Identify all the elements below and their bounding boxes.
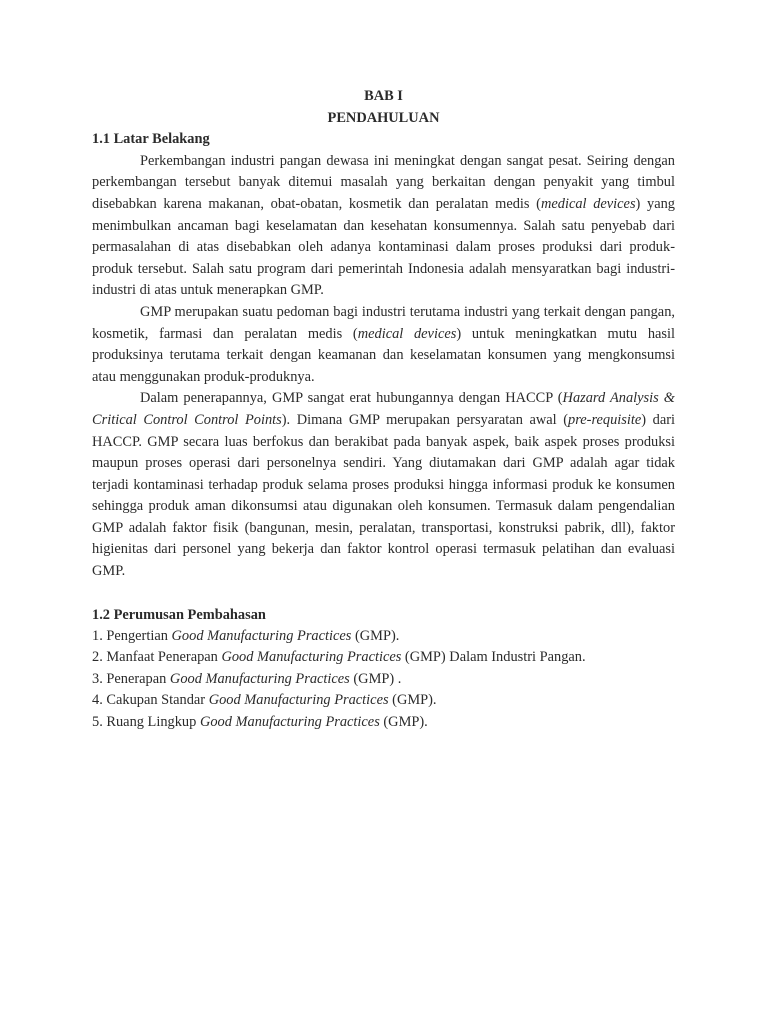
numbered-list xyxy=(92,626,675,733)
list-item xyxy=(92,626,675,647)
text-run: 2. Manfaat Penerapan xyxy=(92,649,222,666)
text-run: (GMP) . xyxy=(349,670,402,687)
text-run: 3. Penerapan xyxy=(92,670,170,687)
text-run: 5. Ruang Lingkup xyxy=(92,714,200,731)
chapter-title: PENDAHULUAN xyxy=(327,109,440,126)
text-run: GMP merupakan suatu pedoman bagi industri terutama industri yang terkait dengan pangan, kosmetik, farmasi dan peralatan medis ( xyxy=(92,303,675,342)
section-spacer xyxy=(92,583,675,605)
text-run: 4. Cakupan Standar xyxy=(92,692,209,709)
text-run: (GMP). xyxy=(379,714,428,731)
list-item xyxy=(92,712,675,734)
italic-text: Hazard Analysis & Critical Control Control Points xyxy=(92,390,675,428)
chapter-number: BAB I xyxy=(364,88,403,104)
paragraph xyxy=(92,151,675,302)
text-run: (GMP). xyxy=(351,628,400,645)
italic-text: Good Manufacturing Practices xyxy=(199,714,380,731)
italic-text: Good Manufacturing Practices xyxy=(171,628,352,645)
text-run: (GMP) Dalam Industri Pangan. xyxy=(401,649,586,666)
section-heading-perumusan-pembahasan: 1.2 Perumusan Pembahasan xyxy=(92,606,266,623)
text-run: Dalam penerapannya, GMP sangat erat hubungannya dengan HACCP ( xyxy=(140,390,563,407)
paragraph xyxy=(92,388,675,582)
list-item xyxy=(92,669,675,691)
document-page xyxy=(92,86,675,734)
text-run: (GMP). xyxy=(388,692,437,709)
italic-text: medical devices xyxy=(540,195,636,212)
text-run: 1. Pengertian xyxy=(92,628,172,645)
text-run: ) yang menimbulkan ancaman bagi keselamatan dan kesehatan konsumennya. Salah satu penyebab dari permasalahan di atas disebabkan oleh adanya kontaminasi dalam proses produksi dari produk-produk tersebut. Salah satu program dari pemerintah Indonesia adalah mensyaratkan bagi industri-industri di atas untuk menerapkan GMP. xyxy=(92,195,675,299)
text-run: ). Dimana GMP merupakan persyaratan awal ( xyxy=(281,411,568,428)
text-run: ) dari HACCP. GMP secara luas berfokus dan berakibat pada banyak aspek, baik aspek proses produksi maupun proses operasi dari personelnya sendiri. Yang diutamakan dari GMP adalah agar tidak terjadi kontaminasi terhadap produk selama proses produksi hingga informasi produk ke konsumen sehingga produk aman dikonsumsi atau digunakan oleh konsumen. Termasuk dalam pengendalian GMP adalah faktor fisik (bangunan, mesin, peralatan, transportasi, konstruksi pabrik, dll), faktor higienitas dari personel yang bekerja dan faktor kontrol operasi termasuk pelatihan dan evaluasi GMP. xyxy=(92,411,676,580)
italic-text: pre-requisite xyxy=(568,411,642,428)
list-item xyxy=(92,647,675,669)
italic-text: Good Manufacturing Practices xyxy=(169,670,350,687)
italic-text: medical devices xyxy=(357,325,457,342)
list-item xyxy=(92,690,675,712)
text-run: ) untuk meningkatkan mutu hasil produksinya terutama terkait dengan keamanan dan keselamatan konsumen yang mengkonsumsi atau menggunakan produk-produknya. xyxy=(92,325,676,385)
italic-text: Good Manufacturing Practices xyxy=(208,692,389,709)
section-heading-latar-belakang: 1.1 Latar Belakang xyxy=(92,131,210,148)
text-run: Perkembangan industri pangan dewasa ini meningkat dengan sangat pesat. Seiring dengan perkembangan tersebut banyak ditemui masalah yang berkaitan dengan penyakit yang timbul disebabkan karena makanan, obat-obatan, kosmetik dan peralatan medis ( xyxy=(92,152,675,212)
paragraph xyxy=(92,302,675,388)
italic-text: Good Manufacturing Practices xyxy=(221,649,402,666)
